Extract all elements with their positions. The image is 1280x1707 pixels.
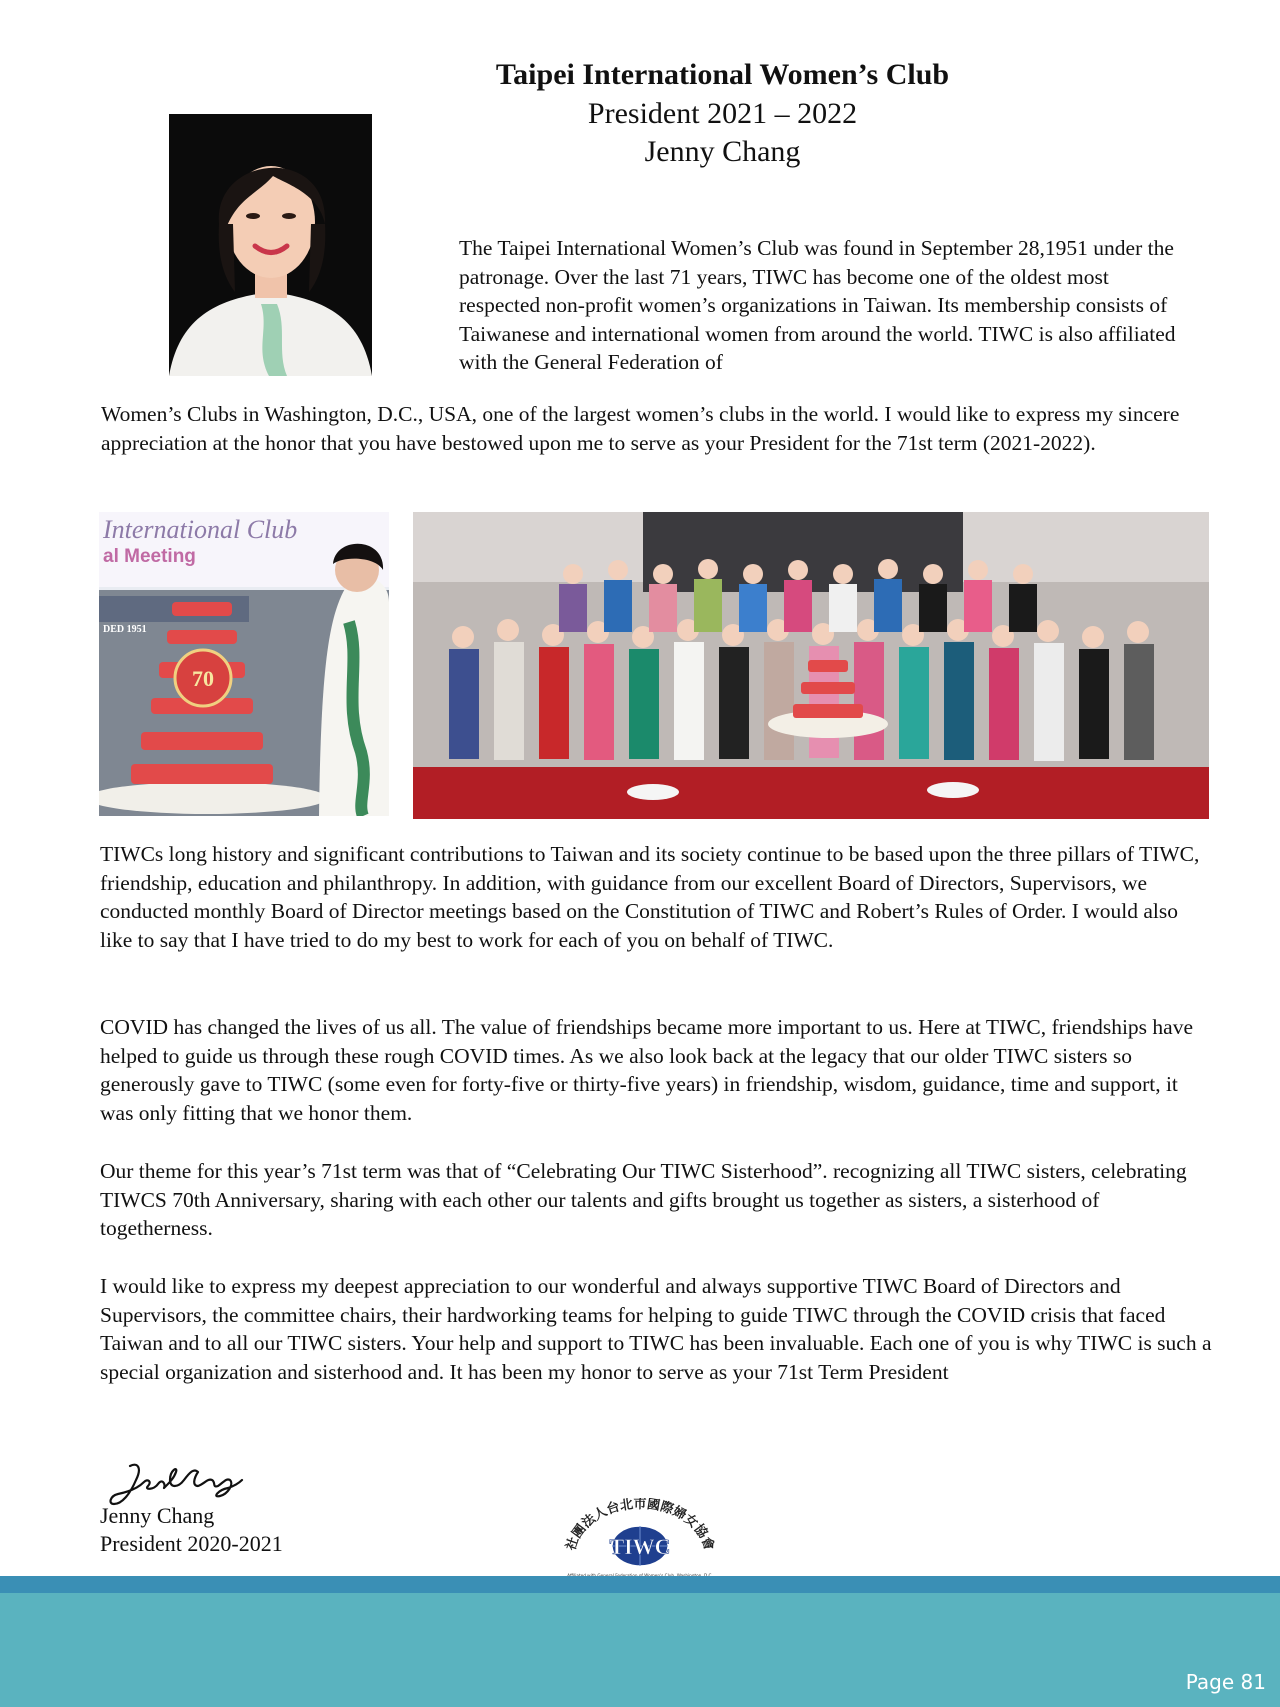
- cake-banner-line2: al Meeting: [103, 546, 196, 567]
- paragraph-theme: Our theme for this year’s 71st term was that of “Celebrating Our TIWC Sisterhood”. recognizing all TIWC sisters, celebrating TIWCS 70th Anniversary, sharing with each other our talents and gifts brought us together as sisters, a sisterhood of togetherness.: [100, 1159, 1187, 1240]
- group-photo: [413, 512, 1209, 819]
- paragraph-history: TIWCs long history and significant contributions to Taiwan and its society continue to be based upon the three pillars of TIWC, friendship, education and philanthropy. In addition, with guidance from our excellent Board of Directors, Supervisors, we conducted monthly Board of Director meetings based on the Constitution of TIWC and Robert’s Rules of Order. I would also like to say that I have tried to do my best to work for each of you on behalf of TIWC.: [100, 842, 1200, 952]
- portrait-photo: [169, 114, 372, 376]
- header-name: Jenny Chang: [644, 135, 801, 168]
- cake-banner-line1: International Club: [103, 515, 298, 544]
- cake-founded-text: DED 1951: [103, 624, 147, 635]
- signoff-role: President 2020-2021: [100, 1531, 283, 1556]
- page-number: Page 81: [1185, 1670, 1266, 1694]
- cake-photo: [99, 512, 389, 816]
- svg-text:TIWC: TIWC: [609, 1534, 671, 1559]
- footer-band-light: [0, 1593, 1280, 1707]
- header-role: President 2021 – 2022: [587, 97, 858, 130]
- intro-paragraph: The Taipei International Women’s Club was found in September 28,1951 under the patronage. Over the last 71 years, TIWC has become one of the oldest most respected non-profit women’s organizations in Taiwan. Its membership consists of Taiwanese and international women from around the world. TIWC is also affiliated with the General Federation of: [459, 236, 1176, 374]
- signoff-name: Jenny Chang: [100, 1503, 215, 1528]
- intro-continuation: Women’s Clubs in Washington, D.C., USA, one of the largest women’s clubs in the world. I would like to express my sincere appreciation at the honor that you have bestowed upon me to serve as your President for the 71st term (2021-2022).: [101, 402, 1180, 455]
- svg-text:社團法人台北市國際婦女協會: 社團法人台北市國際婦女協會: [563, 1498, 717, 1553]
- footer-band-dark: [0, 1576, 1280, 1593]
- paragraph-covid: COVID has changed the lives of us all. The value of friendships became more important to us. Here at TIWC, friendships have helped to guide us through these rough COVID times. As we also look back at the legacy that our older TIWC sisters so generously gave to TIWC (some even for forty-five or thirty-five years) in friendship, wisdom, guidance, time and support, it was only fitting that we honor them.: [100, 1015, 1194, 1125]
- header-title: Taipei International Women’s Club: [495, 58, 950, 91]
- paragraph-appreciation: I would like to express my deepest appreciation to our wonderful and always supportive TIWC Board of Directors and Supervisors, the committee chairs, their hardworking teams for helping to guide TIWC through the COVID crisis that faced Taiwan and to all our TIWC sisters. Your help and support to TIWC has been invaluable. Each one of you is why TIWC is such a special organization and sisterhood and. It has been my honor to serve as your 71st Term President: [100, 1274, 1212, 1384]
- cake-70-text: 70: [192, 666, 214, 691]
